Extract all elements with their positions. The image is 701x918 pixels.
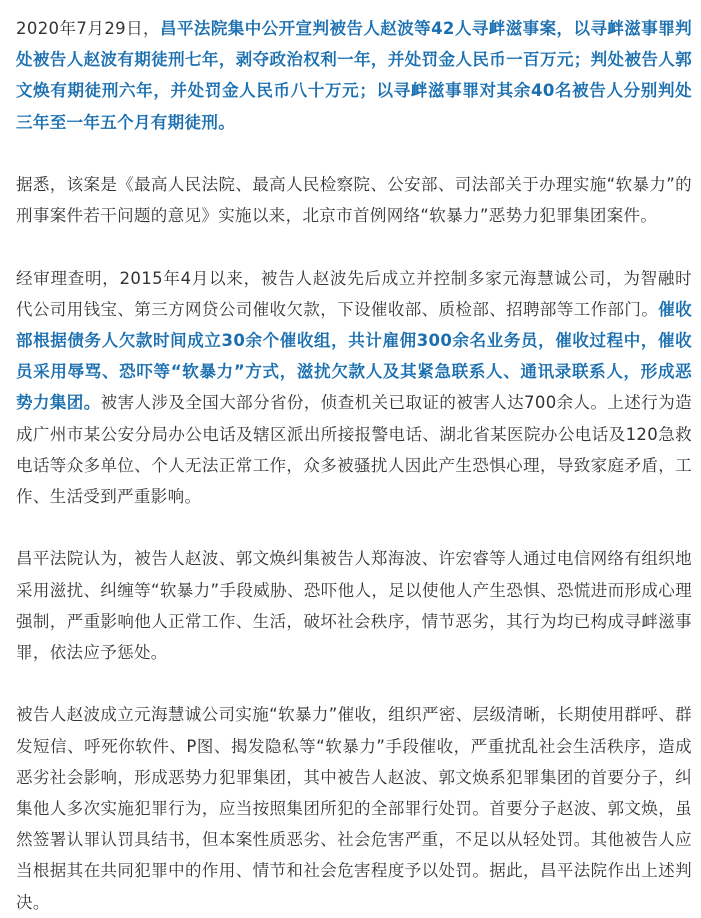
trial-findings-highlight-text: 催收部根据债务人欠款时间成立30余个催收组，共计雇佣300余名业务员，催收过程中，催收员采用辱骂、恐吓等“软暴力”方式，滋扰欠款人及其紧急联系人、通讯录联系人，形成恶势力集团。: [16, 299, 692, 413]
paragraph-trial-findings: [16, 263, 692, 513]
article-body: [16, 13, 692, 918]
trial-findings-impact-text: 被害人涉及全国大部分省份，侦查机关已取证的被害人达700余人。上述行为造成广州市某公安分局办公电话及辖区派出所接报警电话、湖北省某医院办公电话及120急救电话等众多单位、个人无法正常工作，众多被骚扰人因此产生恐惧心理，导致家庭矛盾，工作、生活受到严重影响。: [16, 393, 693, 507]
paragraph-court-opinion: [16, 543, 692, 668]
verdict-date-text: 2020年7月29日，: [16, 19, 160, 38]
verdict-highlight-text: 昌平法院集中公开宣判被告人赵波等42人寻衅滋事案，以寻衅滋事罪判处被告人赵波有期徒刑七年，剥夺政治权利一年，并处罚金人民币一百万元；判处被告人郭文焕有期徒刑六年，并处罚金人民币八十万元；以寻衅滋事罪对其余40名被告人分别判处三年至一年五个月有期徒刑。: [16, 19, 692, 132]
paragraph-verdict-summary: [16, 13, 692, 138]
case-background-text: 据悉，该案是《最高人民法院、最高人民检察院、公安部、司法部关于办理实施“软暴力”的刑事案件若干问题的意见》实施以来，北京市首例网络“软暴力”恶势力犯罪集团案件。: [16, 175, 692, 226]
paragraph-sentencing-reasoning: [16, 699, 692, 917]
paragraph-case-background: [16, 169, 692, 231]
sentencing-reasoning-text: 被告人赵波成立元海慧诚公司实施“软暴力”催收，组织严密、层级清晰，长期使用群呼、群发短信、呼死你软件、P图、揭发隐私等“软暴力”手段催收，严重扰乱社会生活秩序，造成恶劣社会影响，形成恶势力犯罪集团，其中被告人赵波、郭文焕系犯罪集团的首要分子，纠集他人多次实施犯罪行为，应当按照集团所犯的全部罪行处罚。首要分子赵波、郭文焕，虽然签署认罪认罚具结书，但本案性质恶劣、社会危害严重，不足以从轻处罚。其他被告人应当根据其在共同犯罪中的作用、情节和社会危害程度予以处罚。据此，昌平法院作出上述判决。: [16, 705, 692, 912]
court-opinion-text: 昌平法院认为，被告人赵波、郭文焕纠集被告人郑海波、许宏睿等人通过电信网络有组织地采用滋扰、纠缠等“软暴力”手段威胁、恐吓他人，足以使他人产生恐惧、恐慌进而形成心理强制，严重影响他人正常工作、生活，破坏社会秩序，情节恶劣，其行为均已构成寻衅滋事罪，依法应予惩处。: [16, 549, 692, 663]
trial-findings-intro-text: 经审理查明，2015年4月以来，被告人赵波先后成立并控制多家元海慧诚公司，为智融时代公司用钱宝、第三方网贷公司催收欠款，下设催收部、质检部、招聘部等工作部门。: [16, 268, 692, 319]
